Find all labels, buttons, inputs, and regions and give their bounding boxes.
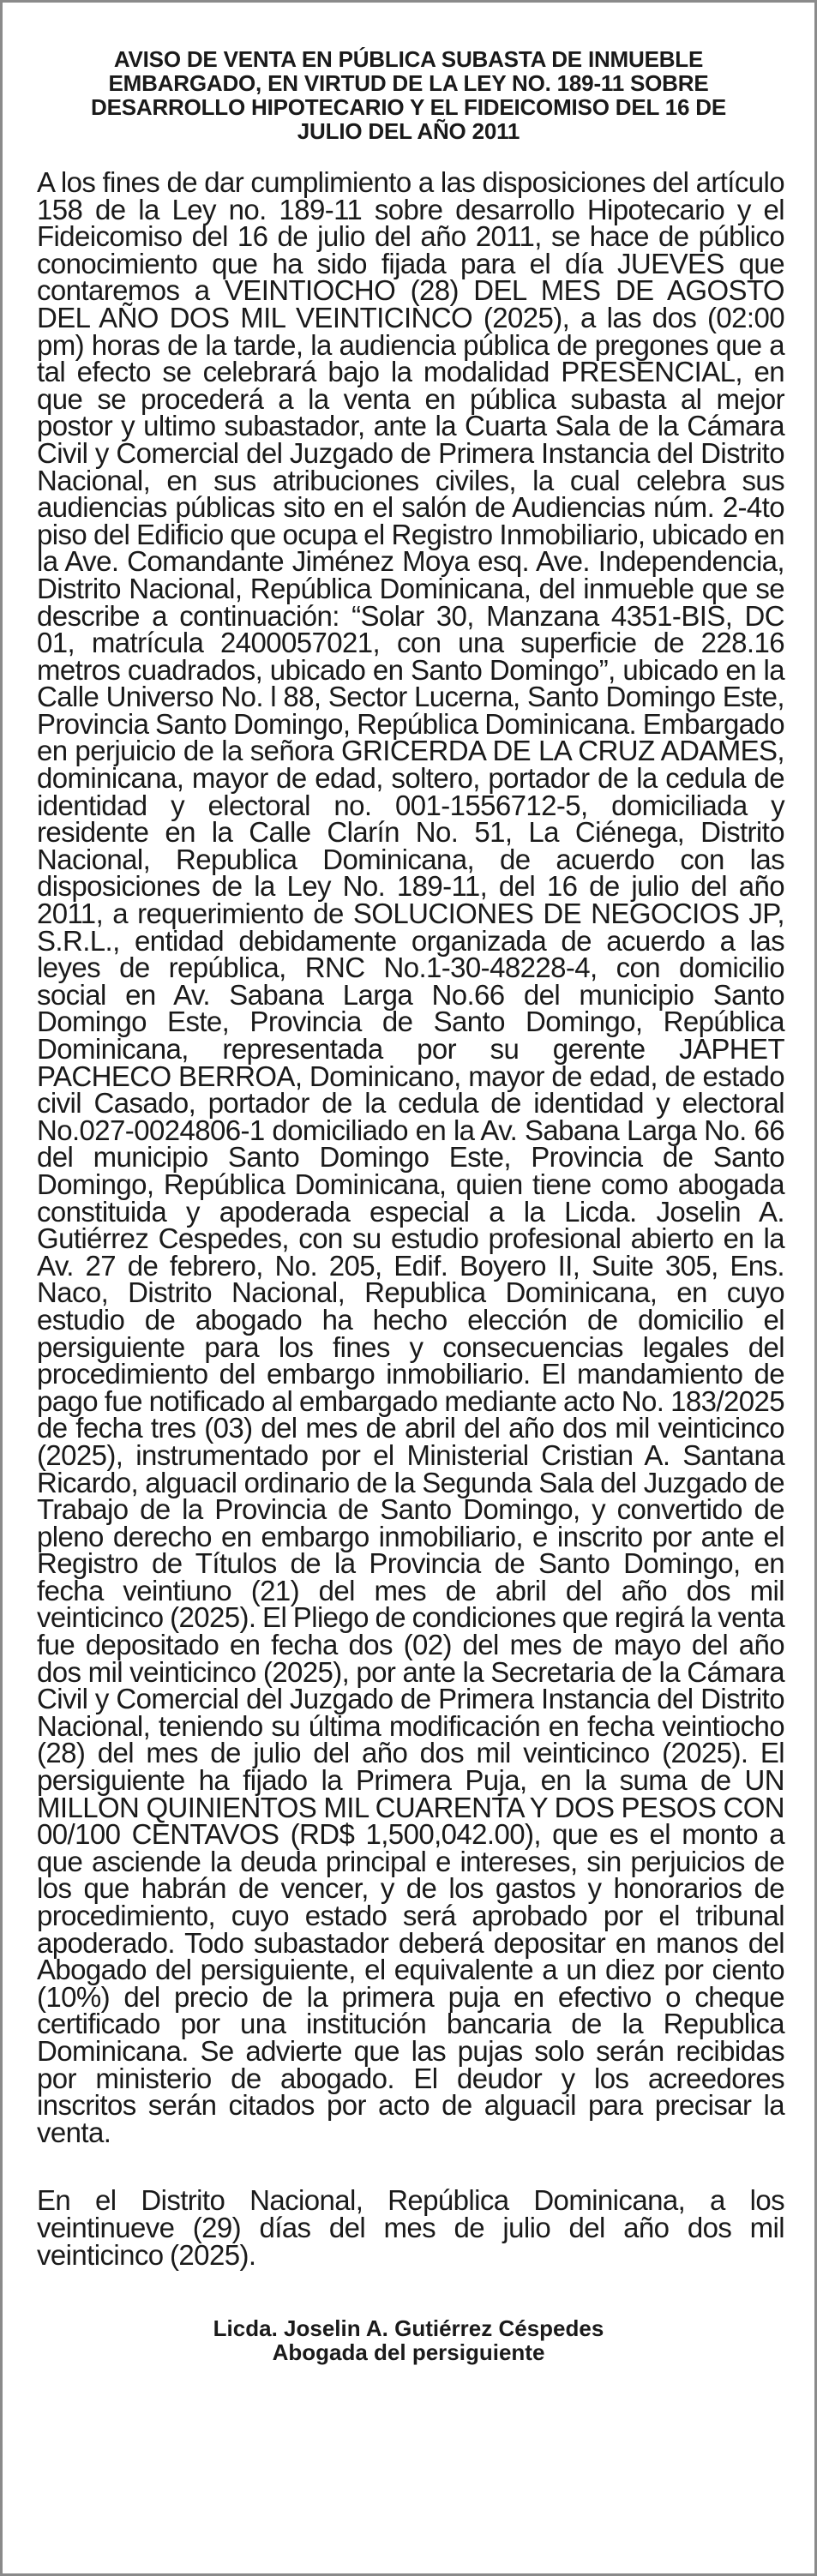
signature-block <box>3 2316 814 2364</box>
title-line: DESARROLLO HIPOTECARIO Y EL FIDEICOMISO DEL 16 DE <box>91 94 726 120</box>
title-line: AVISO DE VENTA EN PÚBLICA SUBASTA DE INMUEBLE <box>113 46 704 72</box>
notice-title <box>45 47 772 143</box>
signature-name: Licda. Joselin A. Gutiérrez Céspedes <box>213 2315 604 2342</box>
notice-body: A los fines de dar cumplimiento a las disposiciones del artículo 158 de la Ley no. 189-11 sobre desarrollo Hipotecario y el Fideicomiso del 16 de julio del año 2011, se hace de público conocimiento que ha sido fijada para el día JUEVES que contaremos a VEINTIOCHO (28) DEL MES DE AGOSTO DEL AÑO DOS MIL VEINTICINCO (2025), a las dos (02:00 pm) horas de la tarde, la audiencia pública de pregones que a tal efecto se celebrará bajo la modalidad PRESENCIAL, en que se procederá a la venta en pública subasta al mejor postor y ultimo subastador, ante la Cuarta Sala de la Cámara Civil y Comercial del Juzgado de Primera Instancia del Distrito Nacional, en sus atribuciones civiles, la cual celebra sus audiencias públicas sito en el salón de Audiencias núm. 2-4to piso del Edificio que ocupa el Registro Inmobiliario, ubicado en la Ave. Comandante Jiménez Moya esq. Ave. Independencia, Distrito Nacional, República Dominicana, del inmueble que se describe a continuación: “Solar 30, Manzana 4351-BIS, DC 01, matrícula 2400057021, con una superficie de 228.16 metros cuadrados, ubicado en Santo Domingo”, ubicado en la Calle Universo No. l 88, Sector Lucerna, Santo Domingo Este, Provincia Santo Domingo, República Dominicana. Embargado en perjuicio de la señora GRICERDA DE LA CRUZ ADAMES, dominicana, mayor de edad, soltero, portador de la cedula de identidad y electoral no. 001-1556712-5, domiciliada y residente en la Calle Clarín No. 51, La Ciénega, Distrito Nacional, Republica Dominicana, de acuerdo con las disposiciones de la Ley No. 189-11, del 16 de julio del año 2011, a requerimiento de SOLUCIONES DE NEGOCIOS JP, S.R.L., entidad debidamente organizada de acuerdo a las leyes de república, RNC No.1-30-48228-4, con domicilio social en Av. Sabana Larga No.66 del municipio Santo Domingo Este, Provincia de Santo Domingo, República Dominicana, representada por su gerente JAPHET PACHECO BERROA, Dominicano, mayor de edad, de estado civil Casado, portador de la cedula de identidad y electoral No.027-0024806-1 domiciliado en la Av. Sabana Larga No. 66 del municipio Santo Domingo Este, Provincia de Santo Domingo, República Dominicana, quien tiene como abogada constituida y apoderada especial a la Licda. Joselin A. Gutiérrez Cespedes, con su estudio profesional abierto en la Av. 27 de febrero, No. 205, Edif. Boyero II, Suite 305, Ens. Naco, Distrito Nacional, Republica Dominicana, en cuyo estudio de abogado ha hecho elección de domicilio el persiguiente para los fines y consecuencias legales del procedimiento del embargo inmobiliario. El mandamiento de pago fue notificado al embargado mediante acto No. 183/2025 de fecha tres (03) del mes de abril del año dos mil veinticinco (2025), instrumentado por el Ministerial Cristian A. Santana Ricardo, alguacil ordinario de la Segunda Sala del Juzgado de Trabajo de la Provincia de Santo Domingo, y convertido de pleno derecho en embargo inmobiliario, e inscrito por ante el Registro de Títulos de la Provincia de Santo Domingo, en fecha veintiuno (21) del mes de abril del año dos mil veinticinco (2025). El Pliego de condiciones que regirá la venta fue depositado en fecha dos (02) del mes de mayo del año dos mil veinticinco (2025), por ante la Secretaria de la Cámara Civil y Comercial del Juzgado de Primera Instancia del Distrito Nacional, teniendo su última modificación en fecha veintiocho (28) del mes de julio del año dos mil veinticinco (2025). El persiguiente ha fijado la Primera Puja, en la suma de UN MILLON QUINIENTOS MIL CUARENTA Y DOS PESOS CON 00/100 CENTAVOS (RD$ 1,500,042.00), que es el monto a que asciende la deuda principal e intereses, sin perjuicios de los que habrán de vencer, y de los gastos y honorarios de procedimiento, cuyo estado será aprobado por el tribunal apoderado. Todo subastador deberá depositar en manos del Abogado del persiguiente, el equivalente a un diez por ciento (10%) del precio de la primera puja en efectivo o cheque certificado por una institución bancaria de la Republica Dominicana. Se advierte que las pujas solo serán recibidas por ministerio de abogado. El deudor y los acreedores inscritos serán citados por acto de alguacil para precisar la venta. <box>37 166 784 2148</box>
signature-role: Abogada del persiguiente <box>272 2339 545 2366</box>
title-line: JULIO DEL AÑO 2011 <box>297 118 520 144</box>
title-line: EMBARGADO, EN VIRTUD DE LA LEY NO. 189-11 SOBRE <box>108 70 709 96</box>
notice-closing: En el Distrito Nacional, República Dominicana, a los veintinueve (29) días del mes de julio del año dos mil veinticinco (2025). <box>37 2184 784 2271</box>
